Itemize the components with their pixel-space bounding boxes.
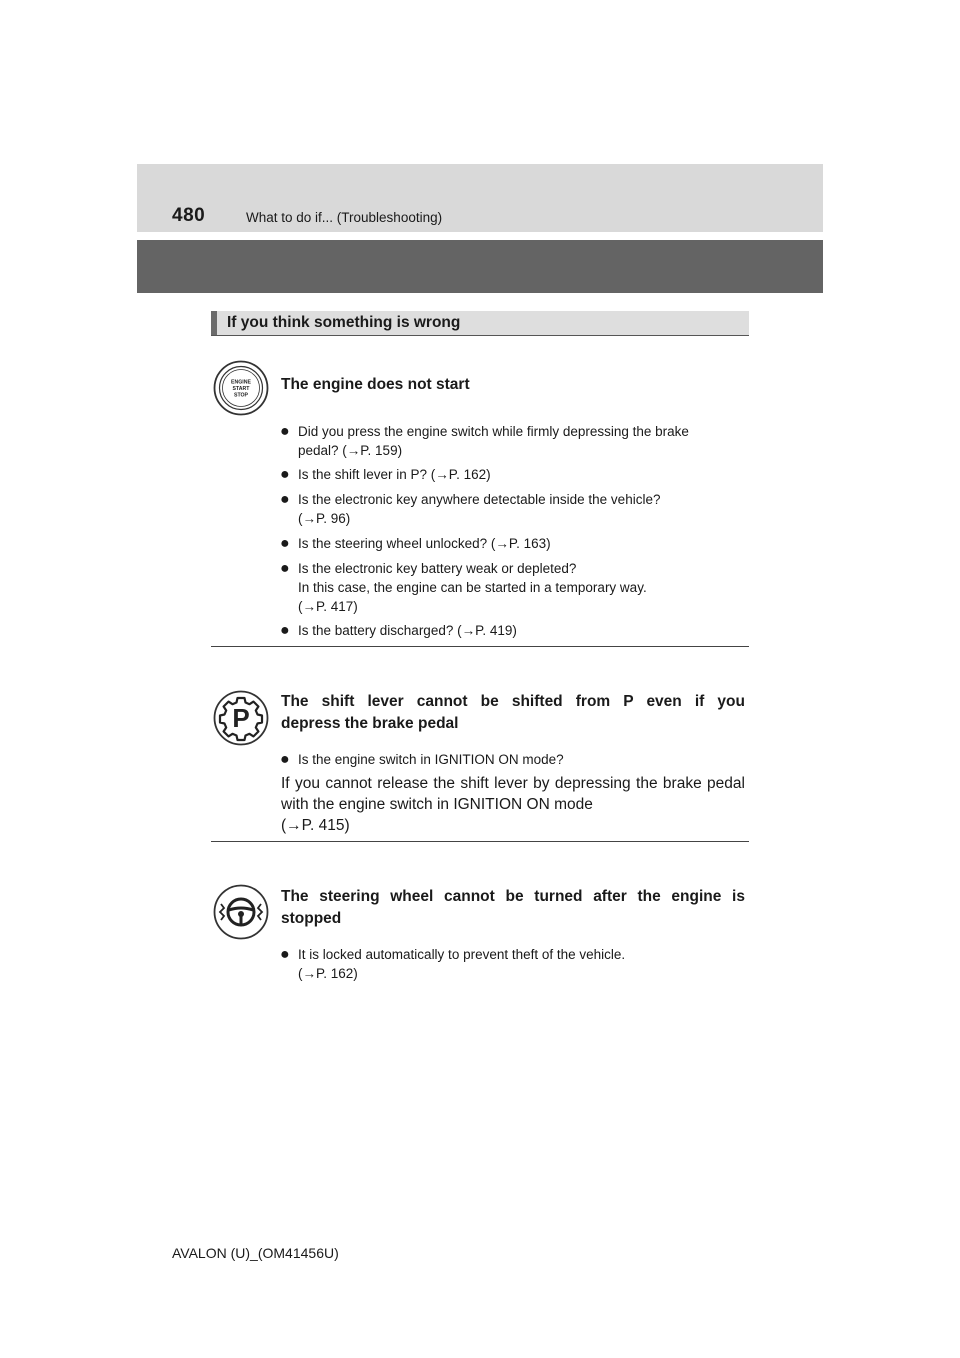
bullet-icon: ● [280,622,290,639]
section-divider [211,646,749,647]
bullet-text: Is the engine switch in IGNITION ON mode? [298,752,564,767]
list-item [280,465,748,484]
engine-start-stop-icon [213,360,269,416]
bullet-text: Is the electronic key battery weak or depleted? [298,561,577,576]
bullet-text: Did you press the engine switch while firmly depressing the brake [298,424,689,439]
bullet-text: pedal? (→P. 159) [298,443,403,458]
bullet-text: (→P. 417) [298,599,358,614]
item-title [281,886,745,930]
item-title-line: The steering wheel cannot be turned after the engine is [281,888,745,905]
item-title: The engine does not start [281,376,470,393]
list-item [280,621,748,640]
chapter-band [137,240,823,293]
bullet-text: Is the electronic key anywhere detectable inside the vehicle? [298,492,661,507]
footer-model-code: AVALON (U)_(OM41456U) [172,1245,339,1261]
list-item [280,422,748,460]
bullet-icon: ● [280,946,290,963]
steering-lock-icon [213,884,269,940]
icon-label: STOP [233,392,249,399]
bullet-text: (→P. 96) [298,511,351,526]
icon-label: P [232,703,250,733]
bullet-icon: ● [280,560,290,577]
bullet-text: Is the steering wheel unlocked? (→P. 163) [298,536,551,551]
bullet-text: Is the shift lever in P? (→P. 162) [298,467,491,482]
section-title: What to do if... (Troubleshooting) [246,210,443,225]
item-title [281,691,745,735]
bullet-icon: ● [280,466,290,483]
list-item [280,534,748,553]
header-band [137,164,823,232]
item-title-line: stopped [281,910,342,927]
list-item [280,559,748,616]
note-paragraph [281,773,745,836]
bullet-icon: ● [280,535,290,552]
bullet-icon: ● [280,751,290,768]
section-divider [211,841,749,842]
topic-heading [211,311,749,336]
item-title-line: The shift lever cannot be shifted from P even if you [281,693,745,710]
shift-lever-p-icon [213,690,269,746]
topic-heading-text: If you think something is wrong [227,314,461,331]
bullet-text: (→P. 162) [298,966,358,981]
note-text: If you cannot release the shift lever by depressing the brake pedal with the engine switch in IGNITION ON mode [281,775,745,813]
bullet-icon: ● [280,491,290,508]
heading-accent [211,311,217,335]
icon-label: ENGINE [231,379,251,386]
item-title-line: depress the brake pedal [281,715,459,732]
list-item [280,750,748,769]
bullet-text: Is the battery discharged? (→P. 419) [298,623,517,638]
bullet-text: It is locked automatically to prevent theft of the vehicle. [298,947,626,962]
note-text: (→P. 415) [281,817,350,834]
page-number: 480 [172,205,206,226]
list-item [280,490,748,528]
bullet-icon: ● [280,423,290,440]
list-item [280,945,748,983]
icon-label: START [232,386,250,392]
bullet-text: In this case, the engine can be started in a temporary way. [298,580,647,595]
